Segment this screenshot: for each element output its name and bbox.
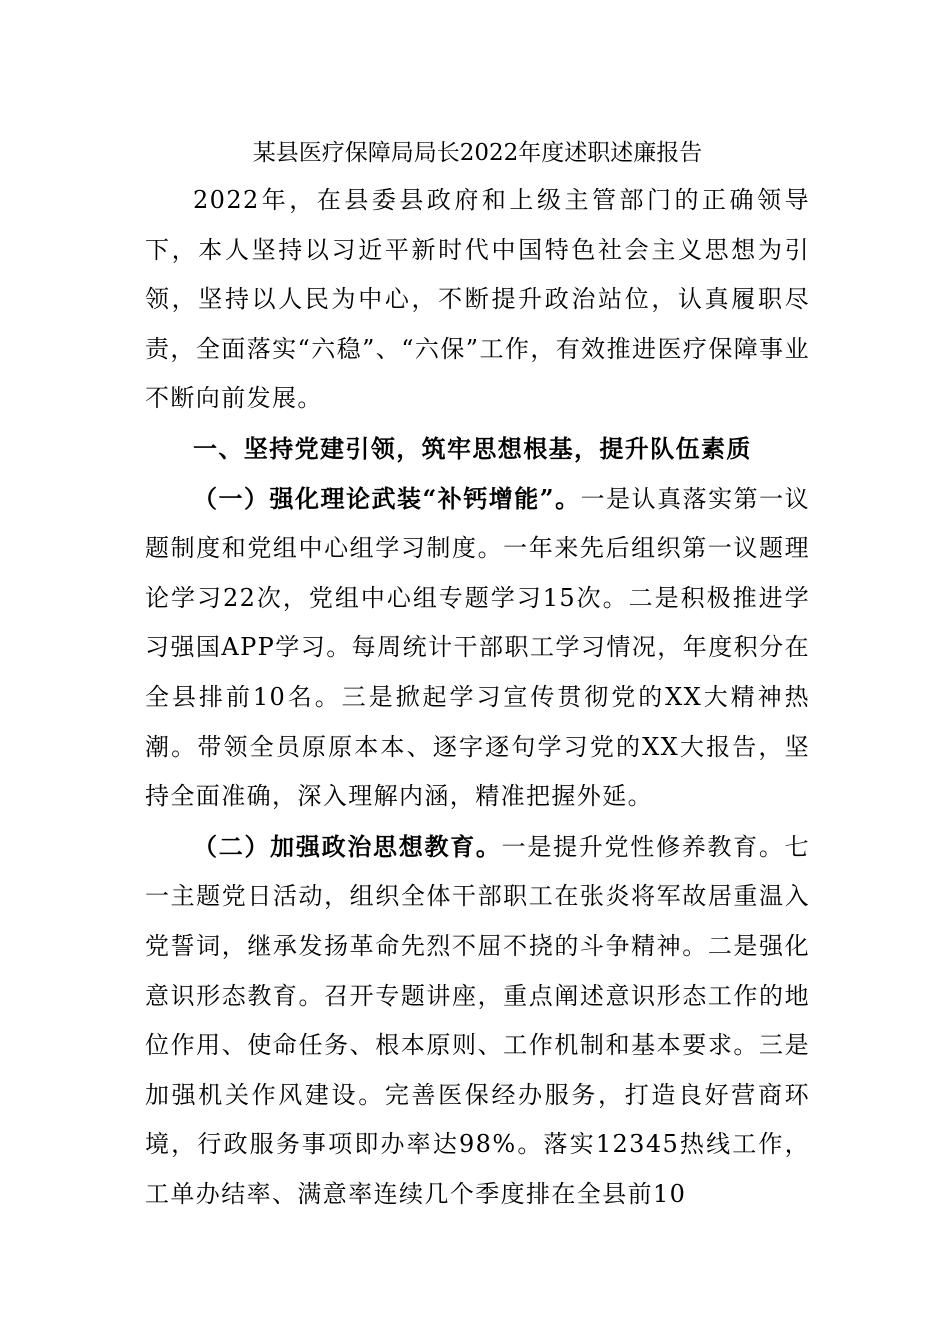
subsection-1-body: 一是认真落实第一议题制度和党组中心组学习制度。一年来先后组织第一议题理论学习22次，党组中心组专题学习15次。二是积极推进学习强国APP学习。每周统计干部职工学习情况，年度积分在全县排前10名。三是掀起学习宣传贯彻党的XX大精神热潮。带领全员原原本本、逐字逐句学习党的XX大报告，坚持全面准确，深入理解内涵，精准把握外延。 <box>145 484 810 811</box>
document-page <box>145 130 810 1219</box>
subsection-1-lead: （一）强化理论武装“补钙增能”。 <box>193 483 581 513</box>
section-heading-1: 一、坚持党建引领，筑牢思想根基，提升队伍素质 <box>193 433 752 463</box>
subsection-1-paragraph <box>145 474 810 822</box>
subsection-2-paragraph <box>145 822 810 1220</box>
document-title: 某县医疗保障局局长2022年度述职述廉报告 <box>252 140 703 166</box>
subsection-2-lead: （二）加强政治思想教育。 <box>193 831 502 861</box>
intro-paragraph: 2022年，在县委县政府和上级主管部门的正确领导下，本人坚持以习近平新时代中国特色社会主义思想为引领，坚持以人民为中心，不断提升政治站位，认真履职尽责，全面落实“六稳”、“六保”工作，有效推进医疗保障事业不断向前发展。 <box>145 186 810 413</box>
subsection-2-body: 一是提升党性修养教育。七一主题党日活动，组织全体干部职工在张炎将军故居重温入党誓词，继承发扬革命先烈不屈不挠的斗争精神。二是强化意识形态教育。召开专题讲座，重点阐述意识形态工作的地位作用、使命任务、根本原则、工作机制和基本要求。三是加强机关作风建设。完善医保经办服务，打造良好营商环境，行政服务事项即办率达98%。落实12345热线工作，工单办结率、满意率连续几个季度排在全县前10 <box>145 832 810 1208</box>
